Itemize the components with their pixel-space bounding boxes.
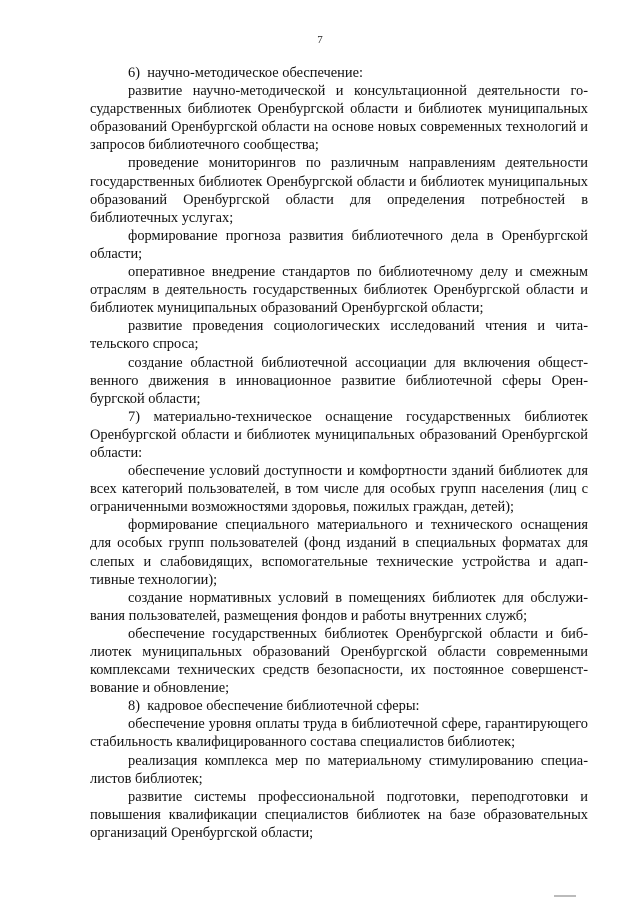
list-item: развитие проведения социологических исследований чтения и читательского спроса; — [90, 318, 588, 353]
list-item: проведение мониторингов по различным направлениям деятельности государственных библиотек Оренбургской области и библиотек муниципальных образований Оренбургской области для определения потребностей в библиотечных услугах; — [90, 155, 588, 226]
list-item: оперативное внедрение стандартов по библиотечному делу и смежным отраслям в деятельность государственных библиотек Оренбургской области и библиотек муниципальных образований Оренбургской области; — [90, 264, 588, 317]
list-item: развитие системы профессиональной подготовки, переподготовки и повышения квалификации специалистов библиотек на базе образовательных организаций Оренбургской области; — [90, 788, 588, 841]
list-item: реализация комплекса мер по материальному стимулированию специалистов библиотек; — [90, 752, 588, 787]
list-item: создание нормативных условий в помещениях библиотек для обслуживания пользователей, размещения фондов и работы внутренних служб; — [90, 589, 588, 624]
page-number: 7 — [317, 34, 323, 46]
list-item: обеспечение условий доступности и комфортности зданий библиотек для всех категорий пользователей, в том числе для особых групп населения (лиц с ограниченными возможностями здоровья, пожилых граждан, детей); — [90, 463, 588, 516]
list-item: развитие научно-методической и консультационной деятельности государственных библиотек Оренбургской области и библиотек муниципальных образований Оренбургской области на основе новых современных технологий и запросов библиотечного сообщества; — [90, 83, 588, 154]
scan-artifact-mark — [554, 895, 576, 897]
section-heading-7: 7) материально-техническое оснащение государственных библиотек Оренбургской области и библиотек муниципальных образований Оренбургской области: — [90, 408, 588, 461]
section-heading-8: 8) кадровое обеспечение библиотечной сферы: — [128, 698, 420, 715]
document-body — [90, 64, 588, 842]
list-item: обеспечение уровня оплаты труда в библиотечной сфере, гарантирующего стабильность квалифицированного состава специалистов библиотек; — [90, 716, 588, 751]
list-item: обеспечение государственных библиотек Оренбургской области и библиотек муниципальных образований Оренбургской области современными комплексами технических средств безопасности, их постоянное совершенствование и обновление; — [90, 625, 588, 697]
section-heading-6: 6) научно-методическое обеспечение: — [128, 65, 364, 81]
list-item: создание областной библиотечной ассоциации для включения общественного движения в инновационное развитие библиотечной сферы Оренбургской области; — [90, 354, 588, 407]
list-item: формирование прогноза развития библиотечного дела в Оренбургской области; — [90, 227, 588, 262]
list-item: формирование специального материального и технического оснащения для особых групп пользователей (фонд изданий в специальных форматах для слепых и слабовидящих, вспомогательные технические устройства и адаптивные технологии); — [90, 517, 588, 588]
